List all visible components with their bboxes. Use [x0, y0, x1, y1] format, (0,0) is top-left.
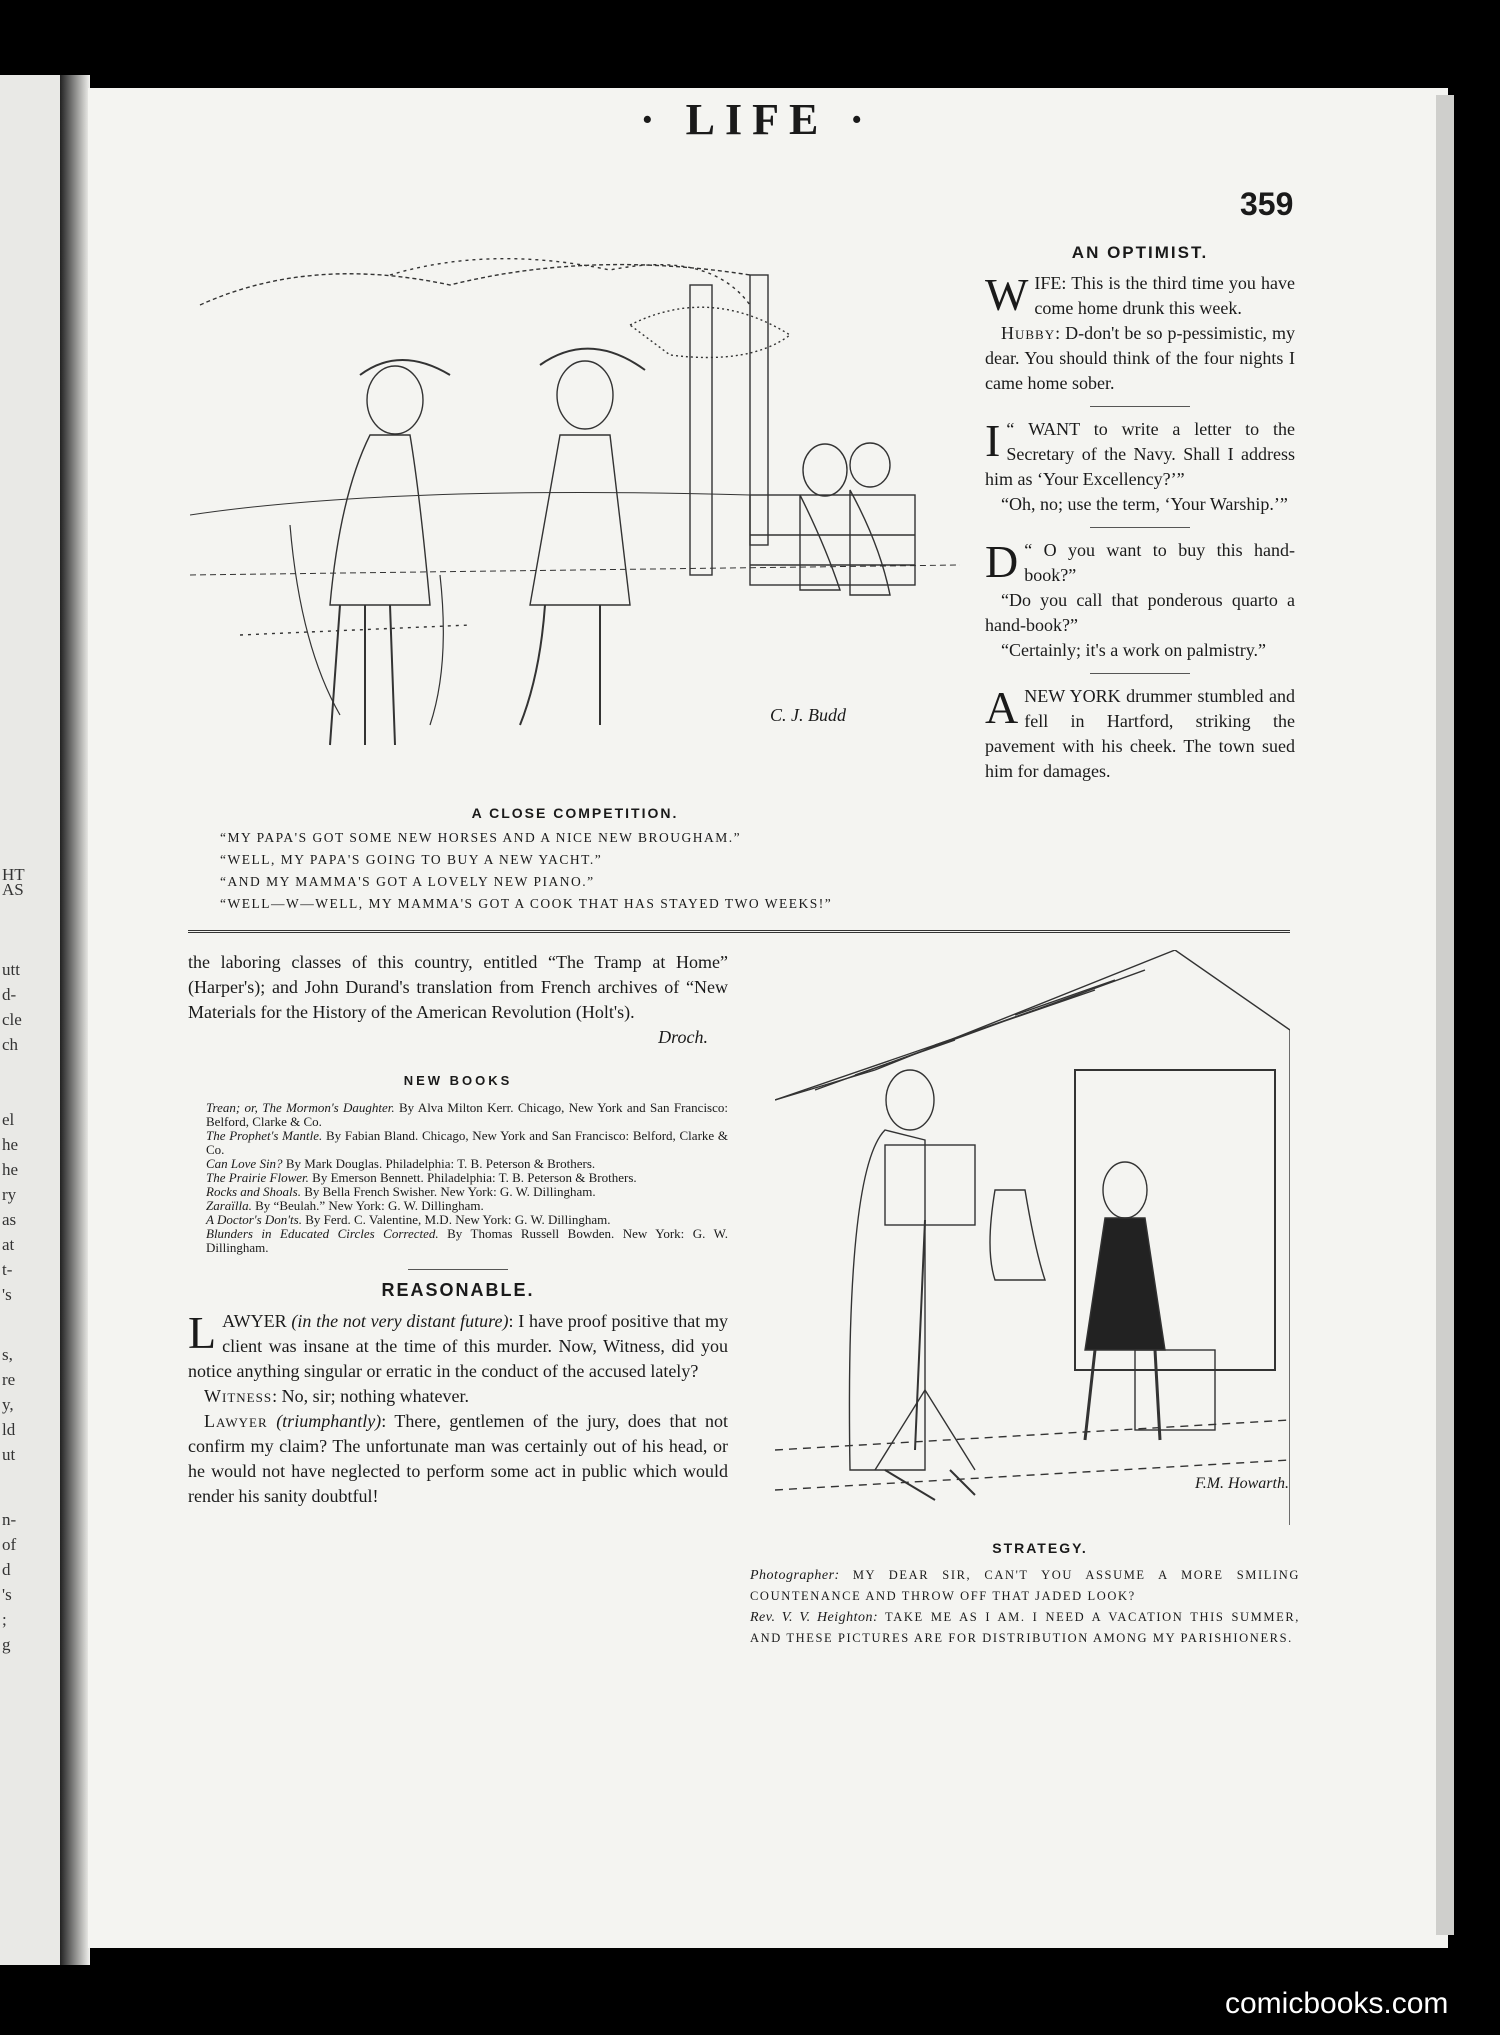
facing-page-fragment: n-: [2, 1510, 17, 1529]
divider: [1090, 527, 1190, 528]
facing-page-fragment: HT: [2, 865, 25, 884]
new-books-list: [188, 1101, 728, 1255]
navy-text: “ I WANT to write a letter to the Secretary of the Navy. Shall I address him as ‘Your Excellency?’”: [985, 415, 1295, 489]
facing-page-fragment: y,: [2, 1395, 14, 1414]
facing-page-fragment: ch: [2, 1035, 19, 1054]
book-entry: Blunders in Educated Circles Corrected. By Thomas Russell Bowden. New York: G. W. Dillingham.: [206, 1226, 728, 1255]
jokes-column: [985, 240, 1295, 784]
strategy-illustration: [775, 950, 1290, 1525]
review-signature: Droch.: [658, 1027, 708, 1047]
facing-page-fragment: he: [2, 1135, 19, 1154]
photographer-studio-drawing: [775, 950, 1290, 1525]
handbook-text: “ D O you want to buy this hand-book?”: [985, 536, 1295, 587]
handbook-reply: “Do you call that ponderous quarto a hand-book?”: [985, 590, 1295, 635]
witness-line: Witness: No, sir; nothing whatever.: [204, 1386, 470, 1406]
facing-page-edge: [0, 75, 68, 1965]
optimist-text: WIFE: This is the third time you have come home drunk this week.: [985, 269, 1295, 320]
facing-page-fragment: cle: [2, 1010, 22, 1029]
facing-page-fragment: utt: [2, 960, 20, 979]
facing-page-fragment: d: [2, 1560, 11, 1579]
book-entry: The Prophet's Mantle. By Fabian Bland. Chicago, New York and San Francisco: Belford, Clarke & Co.: [206, 1128, 728, 1157]
facing-page-fragment: d-: [2, 985, 17, 1004]
optimist-title: AN OPTIMIST.: [1071, 243, 1209, 262]
facing-page-fragment: at: [2, 1235, 15, 1254]
strategy-title: STRATEGY.: [992, 1540, 1088, 1556]
page-number: 359: [1240, 186, 1294, 222]
facing-page-fragment: he: [2, 1160, 19, 1179]
close-competition-illustration: [190, 245, 960, 765]
girls-in-park-drawing: [190, 245, 960, 765]
reasonable-title: REASONABLE.: [381, 1280, 535, 1300]
watermark: comicbooks.com: [1225, 1987, 1449, 2020]
facing-page-fragment: ld: [2, 1420, 16, 1439]
facing-page-fragment: ry: [2, 1185, 17, 1204]
facing-page-fragment: ;: [2, 1610, 7, 1629]
competition-title: A CLOSE COMPETITION.: [471, 805, 679, 821]
illustration-signature: F.M. Howarth.: [1195, 1475, 1289, 1492]
facing-page-fragment: el: [2, 1110, 15, 1129]
caption-line: “WELL, MY PAPA'S GOING TO BUY A NEW YACHT.”: [220, 852, 603, 867]
optimist-reply: Hubby: D-don't be so p-pessimistic, my dear. You should think of the four nights I came home sober.: [985, 323, 1295, 393]
competition-caption: [220, 827, 960, 915]
book-entry: Rocks and Shoals. By Bella French Swisher. New York: G. W. Dillingham.: [206, 1184, 596, 1199]
page-edge: [1436, 95, 1454, 1935]
review-text: the laboring classes of this country, entitled “The Tramp at Home” (Harper's); and John Durand's translation from French archives of “New Materials for the History of the American Revolution (Holt's).: [188, 952, 728, 1022]
drop-cap: L: [188, 1307, 217, 1358]
facing-page-fragment: ut: [2, 1445, 16, 1464]
facing-page-fragment: 's: [2, 1285, 12, 1304]
facing-page-fragment: g: [2, 1635, 11, 1654]
facing-page-fragment: re: [2, 1370, 16, 1389]
handbook-reply: “Certainly; it's a work on palmistry.”: [1001, 640, 1267, 660]
binding-shadow: [60, 75, 90, 1965]
book-entry: Zaraïlla. By “Beulah.” New York: G. W. Dillingham.: [206, 1198, 484, 1213]
drop-cap: A: [985, 682, 1019, 733]
caption-line: “WELL—W—WELL, MY MAMMA'S GOT A COOK THAT HAS STAYED TWO WEEKS!”: [220, 896, 833, 911]
caption-line: “MY PAPA'S GOT SOME NEW HORSES AND A NICE NEW BROUGHAM.”: [220, 830, 742, 845]
divider: [1090, 406, 1190, 407]
facing-page-fragment: t-: [2, 1260, 13, 1279]
book-entry: A Doctor's Don'ts. By Ferd. C. Valentine, M.D. New York: G. W. Dillingham.: [206, 1212, 611, 1227]
reasonable-text: LAWYER (in the not very distant future): I have proof positive that my client was insane at the time of this murder. Now, Witness, did you notice anything singular or erratic in the conduct of the accused lately?: [188, 1307, 728, 1381]
divider: [1090, 673, 1190, 674]
facing-page-fragment: as: [2, 1210, 17, 1229]
divider: [408, 1269, 508, 1270]
strategy-caption: Photographer: MY DEAR SIR, CAN'T YOU ASSUME A MORE SMILING COUNTENANCE AND THROW OFF THAT JADED LOOK? Rev. V. V. Heighton: TAKE ME AS I AM. I NEED A VACATION THIS SUMMER, AND THESE PICTURES ARE FOR DISTRIBUTION AMONG MY PARISHIONERS.: [750, 1568, 1301, 1645]
drop-cap: W: [985, 269, 1029, 320]
facing-page-fragment: AS: [2, 880, 24, 899]
caption-line: “AND MY MAMMA'S GOT A LOVELY NEW PIANO.”: [220, 874, 595, 889]
facing-page-fragment: s,: [2, 1345, 13, 1364]
drop-cap: D: [985, 536, 1019, 587]
drop-cap: I: [985, 415, 1001, 466]
book-entry: Can Love Sin? By Mark Douglas. Philadelphia: T. B. Peterson & Brothers.: [206, 1156, 596, 1171]
new-books-heading: NEW BOOKS: [403, 1073, 513, 1088]
section-rule: [188, 930, 1290, 933]
illustration-signature: C. J. Budd: [770, 705, 846, 725]
lawyer-line: Lawyer (triumphantly): There, gentlemen of the jury, does that not confirm my claim? The unfortunate man was certainly out of his head, or he would not have neglected to perform some act in public which would render his sanity doubtful!: [188, 1411, 729, 1506]
book-entry: The Prairie Flower. By Emerson Bennett. Philadelphia: T. B. Peterson & Brothers.: [206, 1170, 637, 1185]
facing-page-fragment: of: [2, 1535, 17, 1554]
navy-reply: “Oh, no; use the term, ‘Your Warship.’”: [1001, 494, 1288, 514]
drummer-text: ANEW YORK drummer stumbled and fell in Hartford, striking the pavement with his cheek. The town sued him for damages.: [985, 682, 1295, 781]
book-entry: Trean; or, The Mormon's Daughter. By Alva Milton Kerr. Chicago, New York and San Francisco: Belford, Clarke & Co.: [206, 1100, 728, 1129]
facing-page-fragment: 's: [2, 1585, 12, 1604]
masthead: · LIFE ·: [640, 95, 875, 144]
text-column: [188, 950, 728, 1509]
